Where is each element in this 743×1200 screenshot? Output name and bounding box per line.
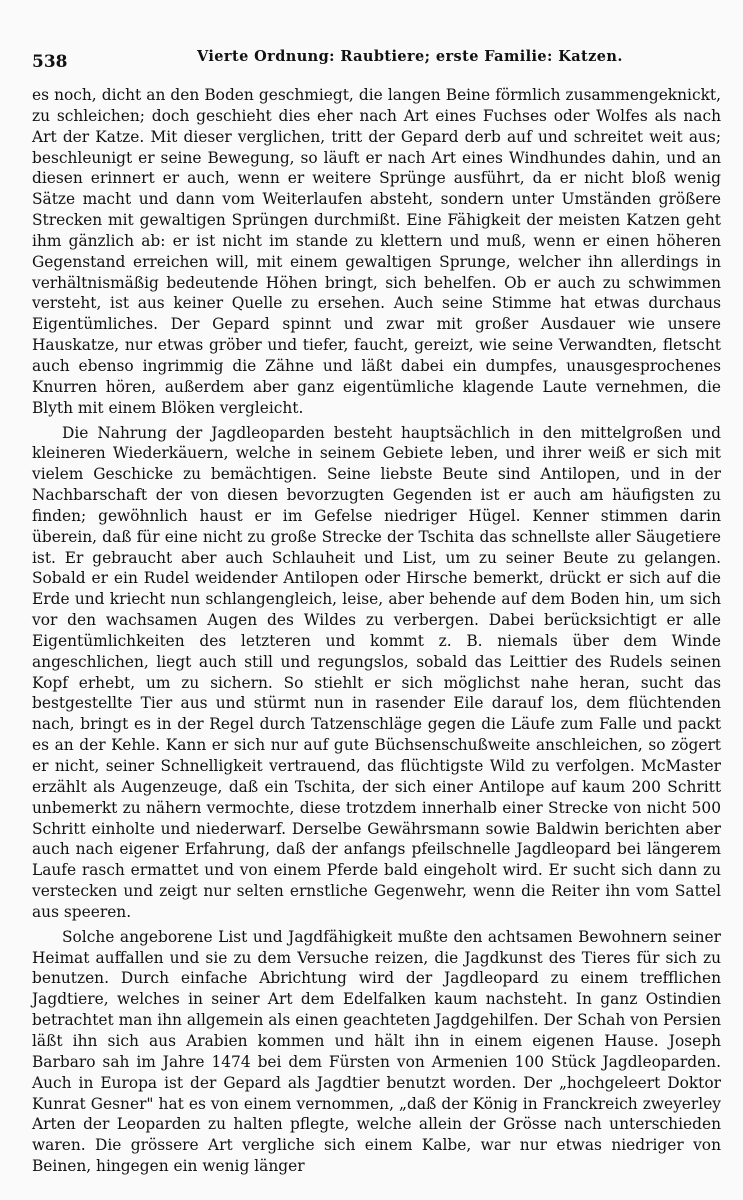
body-text [32,85,721,1177]
page-number: 538 [32,52,68,72]
paragraph-nahrung: Die Nahrung der Jagdleoparden besteht hauptsächlich in den mittelgroßen und kleineren Wiederkäuern, welche in seinem Gebiete leben, und ihrer weiß er sich mit vielem Geschicke zu bemächtigen. Seine liebste Beute sind Antilopen, und in der Nachbarschaft der von diesen bevorzugten Gegenden ist er auch am häufigsten zu finden; gewöhnlich haust er im Gefelse niedriger Hügel. Kenner stimmen darin überein, daß für eine nicht zu große Strecke der Tschita das schnellste aller Säugetiere ist. Er gebraucht aber auch Schlauheit und List, um zu seiner Beute zu gelangen. Sobald er ein Rudel weidender Antilopen oder Hirsche bemerkt, drückt er sich auf die Erde und kriecht nun schlangengleich, leise, aber behende auf dem Boden hin, um sich vor den wachsamen Augen des Wildes zu verbergen. Dabei berücksichtigt er alle Eigentümlichkeiten des letzteren und kommt z. B. niemals über dem Winde angeschlichen, liegt auch still und regungslos, sobald das Leittier des Rudels seinen Kopf erhebt, um zu sichern. So stiehlt er sich möglichst nahe heran, sucht das bestgestellte Tier aus und stürmt nun in rasender Eile darauf los, dem flüchtenden nach, bringt es in der Regel durch Tatzenschläge gegen die Läufe zum Falle und packt es an der Kehle. Kann er sich nur auf gute Büchsenschußweite anschleichen, so zögert er nicht, seiner Schnelligkeit vertrauend, das flüchtigste Wild zu verfolgen. McMaster erzählt als Augenzeuge, daß ein Tschita, der sich einer Antilope auf kaum 200 Schritt unbemerkt zu nähern vermochte, diese trotzdem innerhalb einer Strecke von nicht 500 Schritt einholte und niederwarf. Derselbe Gewährsmann sowie Baldwin berichten aber auch nach eigener Erfahrung, daß der anfangs pfeilschnelle Jagdleopard bei längerem Laufe rasch ermattet und von einem Pferde bald eingeholt wird. Er sucht sich dann zu verstecken und zeigt nur selten ernstliche Gegenwehr, wenn die Reiter ihn vom Sattel aus speeren. [32,423,721,921]
running-head: Vierte Ordnung: Raubtiere; erste Familie: Katzen. [197,48,623,65]
page-header [32,44,721,84]
paragraph-jagdfaehigkeit: Solche angeborene List und Jagdfähigkeit mußte den achtsamen Bewohnern seiner Heimat auffallen und sie zu dem Versuche reizen, die Jagdkunst des Tieres für sich zu benutzen. Durch einfache Abrichtung wird der Jagdleopard zu einem trefflichen Jagdtiere, welches in seiner Art dem Edelfalken kaum nachsteht. In ganz Ostindien betrachtet man ihn allgemein als einen geachteten Jagdgehilfen. Der Schah von Persien läßt ihn sich aus Arabien kommen und hält ihn in einem eigenen Hause. Joseph Barbaro sah im Jahre 1474 bei dem Fürsten von Armenien 100 Stück Jagdleoparden. Auch in Europa ist der Gepard als Jagdtier benutzt worden. Der „hochgeleert Doktor Kunrat Gesner" hat es von einem vernommen, „daß der König in Franckreich zweyerley Arten der Leoparden zu halten pflegte, welche allein der Grösse nach unterschieden waren. Die grössere Art vergliche sich einem Kalbe, war nur etwas niedriger von Beinen, hingegen ein wenig länger [32,927,721,1176]
paragraph-continuation: es noch, dicht an den Boden geschmiegt, die langen Beine förmlich zusammengeknickt, zu schleichen; doch geschieht dies eher nach Art eines Fuchses oder Wolfes als nach Art der Katze. Mit dieser verglichen, tritt der Gepard derb auf und schreitet weit aus; beschleunigt er seine Bewegung, so läuft er nach Art eines Windhundes dahin, und an diesen erinnert er auch, wenn er weitere Sprünge ausführt, da er nicht bloß wenig Sätze macht und dann vom Weiterlaufen absteht, sondern unter Umständen größere Strecken mit gewaltigen Sprüngen durchmißt. Eine Fähigkeit der meisten Katzen geht ihm gänzlich ab: er ist nicht im stande zu klettern und muß, wenn er einen höheren Gegenstand erreichen will, mit einem gewaltigen Sprunge, welcher ihn allerdings in verhältnismäßig bedeutende Höhen bringt, sich behelfen. Ob er auch zu schwimmen versteht, ist aus keiner Quelle zu ersehen. Auch seine Stimme hat etwas durchaus Eigentümliches. Der Gepard spinnt und zwar mit großer Ausdauer wie unsere Hauskatze, nur etwas gröber und tiefer, faucht, gereizt, wie seine Verwandten, fletscht auch ebenso ingrimmig die Zähne und läßt dabei ein dumpfes, unausgesprochenes Knurren hören, außerdem aber ganz eigentümliche klagende Laute vernehmen, die Blyth mit einem Blöken vergleicht. [32,86,721,417]
